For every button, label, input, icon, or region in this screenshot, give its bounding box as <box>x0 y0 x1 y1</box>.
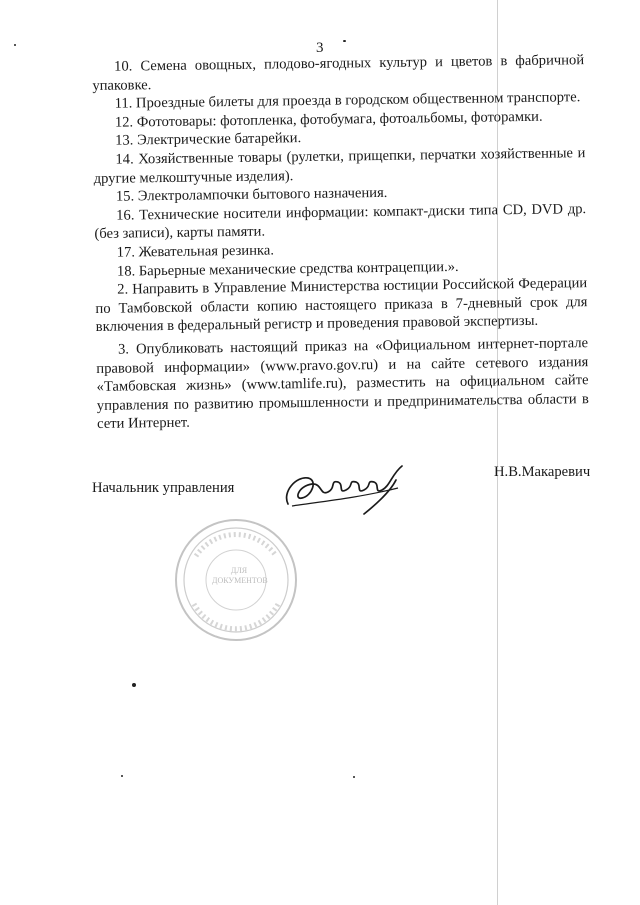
scan-dot <box>132 683 136 687</box>
scan-dot <box>121 775 123 777</box>
list-item: 10. Семена овощных, плодово-ягодных культур и цветов в фабричной упаковке. <box>92 52 585 94</box>
paragraph-3: 3. Опубликовать настоящий приказ на «Официальном интернет-портале правовой информации» (www.pravo.gov.ru) и на сайте сетевого издания «Тамбовская жизнь» (www.tamlife.ru), разместить на официальном сайте управления по развитию промышленности и предпринимательства области в сети Интернет. <box>96 335 589 433</box>
list-item: 18. Барьерные механические средства контрацепции.». <box>116 258 459 280</box>
scan-dot <box>14 44 16 46</box>
scan-dot <box>353 776 355 778</box>
document-body <box>92 51 589 434</box>
list-item: 12. Фототовары: фотопленка, фотобумага, фотоальбомы, фоторамки. <box>114 108 543 131</box>
list-item: 14. Хозяйственные товары (рулетки, прищепки, перчатки хозяйственные и другие мелкоштучные изделия). <box>93 145 586 187</box>
signer-name: Н.В.Макаревич <box>494 464 591 480</box>
paragraph-2: 2. Направить в Управление Министерства юстиции Российской Федерации по Тамбовской области копию настоящего приказа в 7-дневный срок для включения в федеральный регистр и проведения правовой экспертизы. <box>95 275 588 336</box>
list-item: 13. Электрические батарейки. <box>115 130 302 150</box>
list-item: 15. Электролампочки бытового назначения. <box>115 185 388 205</box>
page-number: 3 <box>316 40 324 56</box>
handwritten-signature <box>278 452 428 522</box>
list-item: 16. Технические носители информации: компакт-диски типа CD, DVD др. (без записи), карты памяти. <box>94 200 587 243</box>
signature-block <box>92 464 592 534</box>
position-title: Начальник управления <box>92 480 235 496</box>
stamp-text: ДЛЯ ДОКУМЕНТОВ <box>212 566 268 585</box>
list-item: 11. Проездные билеты для проезда в городском общественном транспорте. <box>114 89 581 112</box>
list-item: 17. Жевательная резинка. <box>116 242 275 261</box>
scan-dot <box>343 40 346 42</box>
